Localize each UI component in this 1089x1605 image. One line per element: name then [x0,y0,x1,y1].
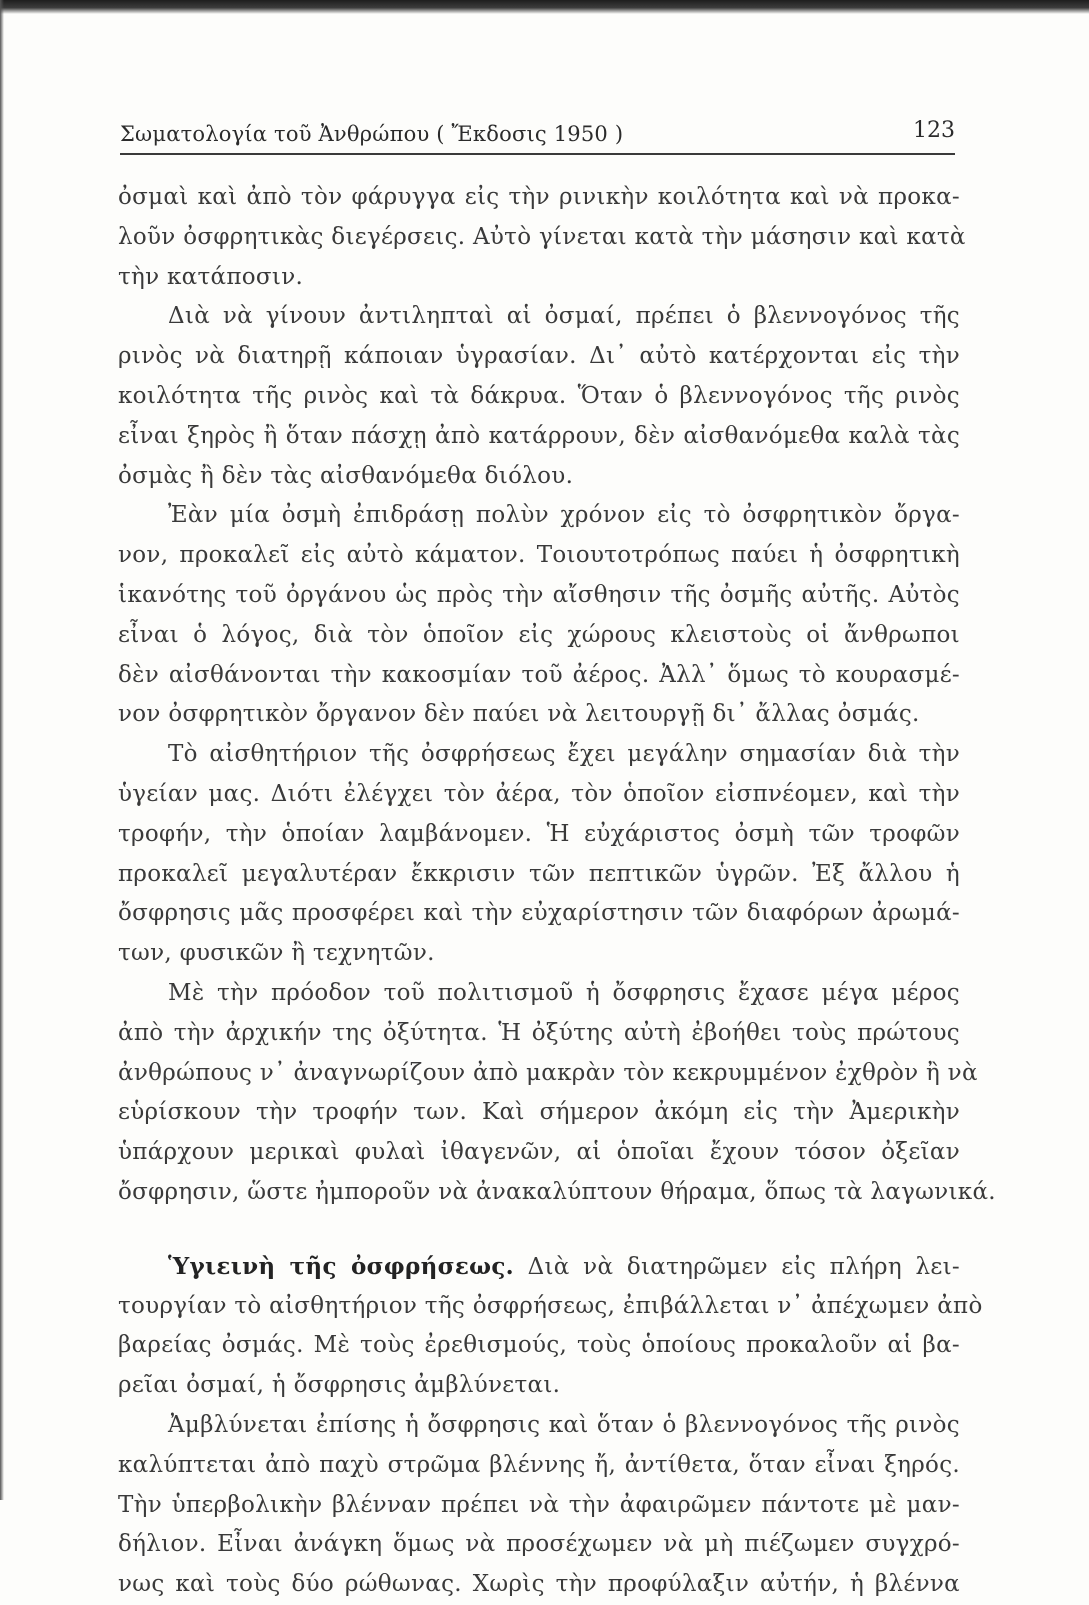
section-first-line: Διὰ νὰ διατηρῶμεν εἰς πλήρη λει- [527,1253,960,1280]
text-line: ἱκανότης τοῦ ὀργάνου ὡς πρὸς τὴν αἴσθησιν τῆς ὀσμῆς αὐτῆς. Αὐτὸς [118,581,960,608]
paragraph [118,1406,960,1605]
text-line: ὄσφρησις μᾶς προσφέρει καὶ τὴν εὐχαρίστησιν τῶν διαφόρων ἀρωμά- [118,900,960,927]
paragraph [118,178,966,297]
text-line: ἀνθρώπους ν᾿ ἀναγνωρίζουν ἀπὸ μακρὰν τὸν κεκρυμμένον ἐχθρὸν ἢ νὰ [118,1059,978,1086]
text-line: Ἐὰν μία ὀσμὴ ἐπιδράσῃ πολὺν χρόνον εἰς τὸ ὀσφρητικὸν ὄργα- [168,502,960,529]
text-line: ὄσφρησιν, ὥστε ἠμποροῦν νὰ ἀνακαλύπτουν θήραμα, ὅπως τὰ λαγωνικά. [118,1178,996,1205]
text-line: ἀπὸ τὴν ἀρχικήν της ὀξύτητα. Ἡ ὀξύτης αὐτὴ ἐβοήθει τοὺς πρώτους [118,1019,960,1046]
book-title: Σωματολογία τοῦ Ἀνθρώπου ( Ἔκδοσις 1950 ) [120,122,624,146]
text-line: Ἀμβλύνεται ἐπίσης ἡ ὄσφρησις καὶ ὅταν ὁ βλεννογόνος τῆς ρινὸς [168,1411,960,1438]
text-line: δήλιον. Εἶναι ἀνάγκη ὅμως νὰ προσέχωμεν νὰ μὴ πιέζωμεν συγχρό- [118,1531,960,1558]
text-line: βαρείας ὀσμάς. Μὲ τοὺς ἐρεθισμούς, τοὺς ὁποίους προκαλοῦν αἱ βα- [118,1332,960,1359]
text-line: Μὲ τὴν πρόοδον τοῦ πολιτισμοῦ ἡ ὄσφρησις ἔχασε μέγα μέρος [168,979,960,1006]
paragraph [118,974,996,1213]
text-line: Τὸ αἰσθητήριον τῆς ὀσφρήσεως ἔχει μεγάλην σημασίαν διὰ τὴν [168,741,960,768]
text-line: ὑπάρχουν μερικαὶ φυλαὶ ἰθαγενῶν, αἱ ὁποῖαι ἔχουν τόσον ὀξεῖαν [118,1139,960,1166]
text-line: τροφήν, τὴν ὁποίαν λαμβάνομεν. Ἡ εὐχάριστος ὀσμὴ τῶν τροφῶν [118,820,960,847]
running-header [120,118,955,152]
text-line: ὀσμὰς ἢ δὲν τὰς αἰσθανόμεθα διόλου. [118,462,574,489]
text-line: ὀσμαὶ καὶ ἀπὸ τὸν φάρυγγα εἰς τὴν ρινικὴν κοιλότητα καὶ νὰ προκα- [118,184,960,210]
header-rule [120,153,955,155]
text-line: τουργίαν τὸ αἰσθητήριον τῆς ὀσφρήσεως, ἐπιβάλλεται ν᾿ ἀπέχωμεν ἀπὸ [118,1292,983,1319]
text-line: εἶναι ξηρὸς ἢ ὅταν πάσχῃ ἀπὸ κατάρρουν, δὲν αἰσθανόμεθα καλὰ τὰς [118,422,960,449]
text-line: Διὰ νὰ γίνουν ἀντιληπταὶ αἱ ὀσμαί, πρέπει ὁ βλεννογόνος τῆς [168,303,960,330]
page-number: 123 [913,118,955,143]
section-gap [118,1213,960,1247]
scan-edge-top [0,0,1089,14]
section-hygiene [118,1247,983,1406]
text-line: των, φυσικῶν ἢ τεχνητῶν. [118,940,435,967]
text-line: κοιλότητα τῆς ρινὸς καὶ τὰ δάκρυα. Ὅταν ὁ βλεννογόνος τῆς ρινὸς [118,382,960,409]
text-line: προκαλεῖ μεγαλυτέραν ἔκκρισιν τῶν πεπτικῶν ὑγρῶν. Ἐξ ἄλλου ἡ [118,860,960,887]
text-line: λοῦν ὀσφρητικὰς διεγέρσεις. Αὐτὸ γίνεται κατὰ τὴν μάσησιν καὶ κατὰ [118,223,966,250]
text-line: εἶναι ὁ λόγος, διὰ τὸν ὁποῖον εἰς χώρους κλειστοὺς οἱ ἄνθρωποι [118,621,960,648]
paragraph [118,735,960,974]
text-line: ὑγείαν μας. Διότι ἐλέγχει τὸν ἀέρα, τὸν ὁποῖον εἰσπνέομεν, καὶ τὴν [118,780,960,807]
text-line: νως καὶ τοὺς δύο ρώθωνας. Χωρὶς τὴν προφύλαξιν αὐτήν, ἡ βλέννα [118,1571,960,1598]
text-line: τὴν κατάποσιν. [118,263,304,290]
page-body [118,178,996,1605]
section-heading: Ὑγιεινὴ τῆς ὀσφρήσεως. [168,1252,514,1280]
text-line: νον, προκαλεῖ εἰς αὐτὸ κάματον. Τοιουτοτρόπως παύει ἡ ὀσφρητικὴ [118,542,960,569]
text-line: Τὴν ὑπερβολικὴν βλένναν πρέπει νὰ τὴν ἀφαιρῶμεν πάντοτε μὲ μαν- [118,1491,960,1518]
text-line: καλύπτεται ἀπὸ παχὺ στρῶμα βλέννης ἤ, ἀντίθετα, ὅταν εἶναι ξηρός. [118,1451,960,1478]
text-line: ρινὸς νὰ διατηρῇ κάποιαν ὑγρασίαν. Δι᾿ αὐτὸ κατέρχονται εἰς τὴν [118,343,960,370]
text-line [118,1247,960,1287]
text-line: ρεῖαι ὀσμαί, ἡ ὄσφρησις ἀμβλύνεται. [118,1372,561,1399]
paragraph [118,496,960,735]
text-line: εὑρίσκουν τὴν τροφήν των. Καὶ σήμερον ἀκόμη εἰς τὴν Ἀμερικὴν [118,1099,960,1126]
text-line: δὲν αἰσθάνονται τὴν κακοσμίαν τοῦ ἀέρος. Ἀλλ᾿ ὅμως τὸ κουρασμέ- [118,661,960,688]
text-line: νον ὀσφρητικὸν ὄργανον δὲν παύει νὰ λειτουργῇ δι᾿ ἄλλας ὀσμάς. [118,701,920,728]
paragraph [118,297,960,496]
scan-edge-left [0,0,4,1500]
